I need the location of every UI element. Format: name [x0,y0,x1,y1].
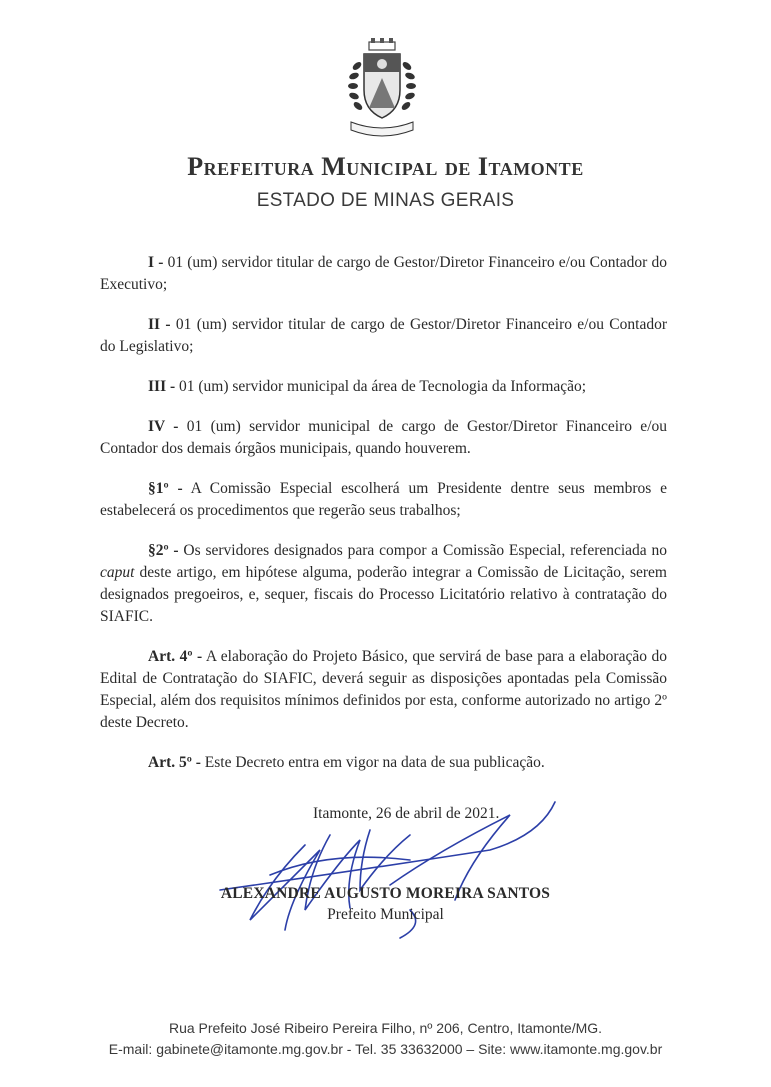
paragraph-lead: §1º - [148,480,183,497]
paragraph-lead: Art. 4º - [148,648,203,665]
paragraph-lead: I - [148,254,164,271]
city-date-line: Itamonte, 26 de abril de 2021. [313,805,500,822]
paragraph-text: deste artigo, em hipótese alguma, poderão integrar a Comissão de Licitação, serem designados pregoeiros, e, sequer, fiscais do Processo Licitatório relativo à contratação do SIAFIC. [100,564,667,625]
paragraph-text: 01 (um) servidor municipal de cargo de Gestor/Diretor Financeiro e/ou Contador dos demais órgãos municipais, quando houverem. [100,418,667,457]
paragraph-section-1 [100,478,667,522]
paragraph-article-5 [100,752,667,774]
paragraph-text: A elaboração do Projeto Básico, que servirá de base para a elaboração do Edital de Contratação do SIAFIC, deverá seguir as disposições apontadas pela Comissão Especial, além dos requisitos mínimos definidos por esta, conforme autorizado no artigo 2º deste Decreto. [100,648,668,731]
page-subtitle: ESTADO DE MINAS GERAIS [256,190,515,211]
paragraph-item-iv [100,416,667,460]
paragraph-italic-term: caput [100,564,135,581]
paragraph-section-2 [100,540,667,628]
paragraph-lead: Art. 5º - [148,754,201,771]
paragraph-text: A Comissão Especial escolherá um Presidente dentre seus membros e estabelecerá os procedimentos que regerão seus trabalhos; [100,480,667,519]
paragraph-article-4 [100,646,667,734]
paragraph-lead: III - [148,378,176,395]
paragraph-text: 01 (um) servidor municipal da área de Tecnologia da Informação; [175,378,587,395]
paragraph-lead: IV - [148,418,179,435]
paragraph-item-iii [100,376,667,398]
paragraph-text: 01 (um) servidor titular de cargo de Gestor/Diretor Financeiro e/ou Contador do Legislativo; [100,316,667,355]
paragraph-item-i [100,252,667,296]
paragraph-item-ii [100,314,667,358]
signer-name: ALEXANDRE AUGUSTO MOREIRA SANTOS [220,885,551,902]
paragraph-text: Este Decreto entra em vigor na data de sua publicação. [200,754,545,771]
page-title: Prefeitura Municipal de Itamonte [187,152,584,181]
municipal-coat-of-arms [337,38,427,138]
paragraph-text: 01 (um) servidor titular de cargo de Gestor/Diretor Financeiro e/ou Contador do Executivo; [100,254,667,293]
paragraph-lead: II - [148,316,171,333]
footer-contact: E-mail: gabinete@itamonte.mg.gov.br - Tel. 35 33632000 – Site: www.itamonte.mg.gov.br [108,1041,663,1057]
signer-role: Prefeito Municipal [327,906,444,923]
paragraph-lead: §2º - [148,542,179,559]
paragraph-text: Os servidores designados para compor a Comissão Especial, referenciada no [178,542,668,559]
decree-body [100,252,667,792]
footer-address: Rua Prefeito José Ribeiro Pereira Filho, nº 206, Centro, Itamonte/MG. [168,1020,603,1036]
